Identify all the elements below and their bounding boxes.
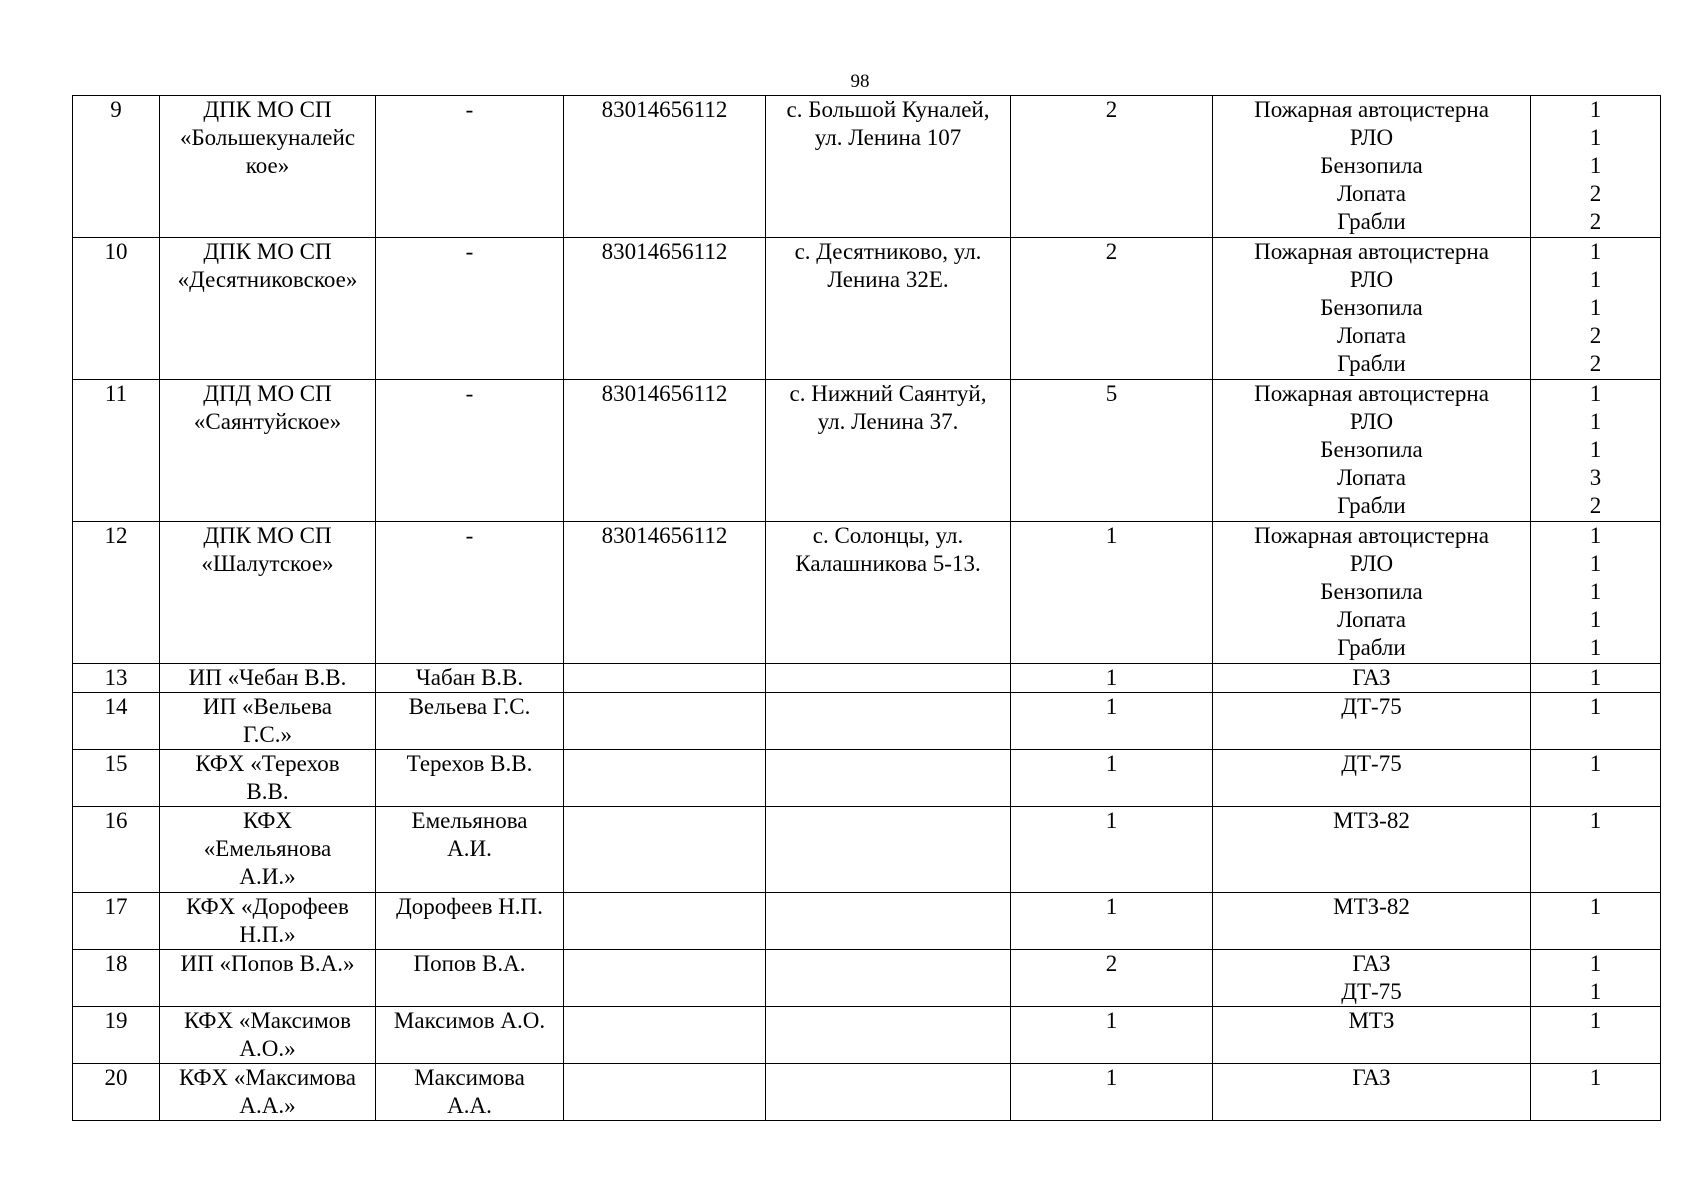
quantity-cell xyxy=(1531,893,1661,950)
quantity-line: 1 xyxy=(1589,979,1602,1004)
equipment-line: Грабли xyxy=(1337,635,1406,660)
address-cell xyxy=(766,96,1011,238)
row-number-text: 17 xyxy=(104,894,128,919)
organization-cell xyxy=(160,96,376,238)
equipment-cell xyxy=(1213,522,1531,664)
quantity-line: 1 xyxy=(1589,607,1602,632)
people-count-cell xyxy=(1011,893,1213,950)
row-number-cell xyxy=(73,238,160,380)
quantity-cell xyxy=(1531,950,1661,1007)
equipment-line: Лопата xyxy=(1337,181,1406,206)
organization-line: кое» xyxy=(245,153,290,178)
table-row xyxy=(73,750,1661,807)
address-cell xyxy=(766,380,1011,522)
quantity-line: 1 xyxy=(1589,409,1602,434)
address-line: ул. Ленина 107 xyxy=(814,125,962,150)
organization-line: ДПК МО СП xyxy=(203,239,332,264)
organization-line: ИП «Попов В.А.» xyxy=(180,951,355,976)
organization-cell xyxy=(160,1064,376,1121)
organization-cell xyxy=(160,238,376,380)
phone-cell xyxy=(564,893,766,950)
equipment-line: Лопата xyxy=(1337,465,1406,490)
equipment-cell xyxy=(1213,1064,1531,1121)
organization-line: Н.П.» xyxy=(239,922,296,947)
equipment-line: Пожарная автоцистерна xyxy=(1254,239,1489,264)
quantity-line: 1 xyxy=(1589,894,1602,919)
quantity-cell xyxy=(1531,807,1661,893)
head-name-line: Вельева Г.С. xyxy=(408,694,531,719)
row-number-text: 12 xyxy=(104,523,128,548)
people-count-cell xyxy=(1011,238,1213,380)
phone-line: 83014656112 xyxy=(601,239,728,264)
phone-cell xyxy=(564,1007,766,1064)
equipment-line: ДТ-75 xyxy=(1341,979,1402,1004)
phone-cell xyxy=(564,96,766,238)
people-count-cell xyxy=(1011,96,1213,238)
phone-cell xyxy=(564,950,766,1007)
head-name-cell xyxy=(376,807,564,893)
people-count-cell xyxy=(1011,693,1213,750)
phone-cell xyxy=(564,807,766,893)
equipment-line: МТЗ-82 xyxy=(1333,894,1410,919)
quantity-line: 2 xyxy=(1589,493,1602,518)
people-count-text: 1 xyxy=(1105,694,1118,719)
quantity-line: 1 xyxy=(1589,1008,1602,1033)
head-name-line: Чабан В.В. xyxy=(415,665,524,690)
quantity-line: 1 xyxy=(1589,523,1602,548)
address-cell xyxy=(766,522,1011,664)
organization-line: «Саянтуйское» xyxy=(193,409,342,434)
phone-line: 83014656112 xyxy=(601,97,728,122)
row-number-text: 20 xyxy=(104,1065,128,1090)
equipment-cell xyxy=(1213,664,1531,693)
quantity-line: 1 xyxy=(1589,1065,1602,1090)
quantity-cell xyxy=(1531,380,1661,522)
quantity-cell xyxy=(1531,96,1661,238)
phone-cell xyxy=(564,1064,766,1121)
organization-cell xyxy=(160,807,376,893)
phone-line: 83014656112 xyxy=(601,523,728,548)
row-number-cell xyxy=(73,380,160,522)
people-count-text: 5 xyxy=(1105,381,1118,406)
people-count-text: 2 xyxy=(1105,951,1118,976)
equipment-line: Пожарная автоцистерна xyxy=(1254,381,1489,406)
organization-line: ИП «Чебан В.В. xyxy=(188,665,347,690)
equipment-line: ГАЗ xyxy=(1352,1065,1391,1090)
quantity-line: 1 xyxy=(1589,694,1602,719)
head-name-cell xyxy=(376,893,564,950)
address-cell xyxy=(766,1007,1011,1064)
table-row xyxy=(73,96,1661,238)
page-number: 98 xyxy=(850,71,870,92)
organization-line: Г.С.» xyxy=(242,722,293,747)
quantity-line: 1 xyxy=(1589,635,1602,660)
organization-line: «Десятниковское» xyxy=(177,267,358,292)
quantity-line: 2 xyxy=(1589,323,1602,348)
head-name-line: Попов В.А. xyxy=(413,951,526,976)
organization-line: КФХ «Максимова xyxy=(179,1065,356,1090)
head-name-line: Максимов А.О. xyxy=(393,1008,546,1033)
address-line: ул. Ленина 37. xyxy=(817,409,959,434)
people-count-text: 1 xyxy=(1105,808,1118,833)
phone-cell xyxy=(564,522,766,664)
equipment-line: Грабли xyxy=(1337,493,1406,518)
quantity-cell xyxy=(1531,750,1661,807)
head-name-line: - xyxy=(465,239,474,264)
organization-cell xyxy=(160,893,376,950)
address-cell xyxy=(766,238,1011,380)
row-number-text: 16 xyxy=(104,808,128,833)
head-name-cell xyxy=(376,238,564,380)
organization-line: В.В. xyxy=(246,779,289,804)
table-row xyxy=(73,1064,1661,1121)
address-cell xyxy=(766,1064,1011,1121)
people-count-cell xyxy=(1011,1007,1213,1064)
equipment-line: РЛО xyxy=(1349,409,1394,434)
organization-line: «Шалутское» xyxy=(201,551,334,576)
organization-cell xyxy=(160,950,376,1007)
row-number-cell xyxy=(73,893,160,950)
people-count-cell xyxy=(1011,664,1213,693)
row-number-cell xyxy=(73,750,160,807)
people-count-cell xyxy=(1011,522,1213,664)
equipment-line: Лопата xyxy=(1337,323,1406,348)
equipment-line: Пожарная автоцистерна xyxy=(1254,97,1489,122)
table-row xyxy=(73,950,1661,1007)
address-line: с. Нижний Саянтуй, xyxy=(789,381,987,406)
organization-line: А.И.» xyxy=(239,864,296,889)
organization-cell xyxy=(160,522,376,664)
organization-line: «Большекуналейс xyxy=(179,125,356,150)
equipment-line: ГАЗ xyxy=(1352,665,1391,690)
address-cell xyxy=(766,807,1011,893)
equipment-line: РЛО xyxy=(1349,551,1394,576)
quantity-line: 1 xyxy=(1589,551,1602,576)
equipment-line: Грабли xyxy=(1337,209,1406,234)
head-name-line: Терехов В.В. xyxy=(406,751,533,776)
head-name-cell xyxy=(376,750,564,807)
equipment-cell xyxy=(1213,380,1531,522)
head-name-line: Максимова xyxy=(414,1065,525,1090)
organization-line: А.А.» xyxy=(239,1093,296,1118)
row-number-text: 10 xyxy=(104,239,128,264)
phone-line: 83014656112 xyxy=(601,381,728,406)
row-number-text: 14 xyxy=(104,694,128,719)
equipment-line: МТЗ-82 xyxy=(1333,808,1410,833)
quantity-cell xyxy=(1531,1007,1661,1064)
head-name-line: - xyxy=(465,97,474,122)
row-number-text: 15 xyxy=(104,751,128,776)
quantity-line: 1 xyxy=(1589,267,1602,292)
equipment-cell xyxy=(1213,238,1531,380)
row-number-text: 19 xyxy=(104,1008,128,1033)
address-line: Калашникова 5-13. xyxy=(795,551,981,576)
quantity-cell xyxy=(1531,522,1661,664)
table-row xyxy=(73,238,1661,380)
people-count-cell xyxy=(1011,750,1213,807)
address-cell xyxy=(766,693,1011,750)
people-count-text: 1 xyxy=(1105,1008,1118,1033)
organization-line: ДПД МО СП xyxy=(203,381,332,406)
quantity-line: 2 xyxy=(1589,351,1602,376)
head-name-cell xyxy=(376,1007,564,1064)
organization-cell xyxy=(160,693,376,750)
head-name-cell xyxy=(376,380,564,522)
quantity-line: 1 xyxy=(1589,808,1602,833)
head-name-cell xyxy=(376,693,564,750)
quantity-line: 1 xyxy=(1589,951,1602,976)
equipment-line: Бензопила xyxy=(1320,153,1423,178)
equipment-line: Бензопила xyxy=(1320,437,1423,462)
equipment-line: Грабли xyxy=(1337,351,1406,376)
organization-line: «Емельянова xyxy=(203,836,332,861)
row-number-text: 18 xyxy=(104,951,128,976)
quantity-cell xyxy=(1531,238,1661,380)
equipment-cell xyxy=(1213,950,1531,1007)
phone-cell xyxy=(564,664,766,693)
row-number-cell xyxy=(73,807,160,893)
head-name-cell xyxy=(376,664,564,693)
row-number-text: 13 xyxy=(104,665,128,690)
quantity-line: 1 xyxy=(1589,125,1602,150)
table-row xyxy=(73,380,1661,522)
address-cell xyxy=(766,664,1011,693)
organization-line: ИП «Вельева xyxy=(203,694,332,719)
address-cell xyxy=(766,950,1011,1007)
equipment-cell xyxy=(1213,893,1531,950)
head-name-line: Емельянова xyxy=(411,808,528,833)
quantity-line: 1 xyxy=(1589,437,1602,462)
address-cell xyxy=(766,750,1011,807)
quantity-line: 1 xyxy=(1589,295,1602,320)
head-name-line: - xyxy=(465,381,474,406)
table-row xyxy=(73,1007,1661,1064)
organization-line: КФХ «Дорофеев xyxy=(186,894,349,919)
quantity-cell xyxy=(1531,693,1661,750)
head-name-line: Дорофеев Н.П. xyxy=(396,894,543,919)
phone-cell xyxy=(564,693,766,750)
address-line: с. Большой Куналей, xyxy=(786,97,990,122)
head-name-cell xyxy=(376,522,564,664)
equipment-line: Пожарная автоцистерна xyxy=(1254,523,1489,548)
row-number-text: 11 xyxy=(104,381,128,406)
row-number-cell xyxy=(73,1064,160,1121)
head-name-cell xyxy=(376,950,564,1007)
head-name-cell xyxy=(376,1064,564,1121)
people-count-text: 2 xyxy=(1105,239,1118,264)
row-number-cell xyxy=(73,522,160,664)
equipment-cell xyxy=(1213,807,1531,893)
head-name-line: А.И. xyxy=(447,836,492,861)
people-count-cell xyxy=(1011,950,1213,1007)
quantity-line: 1 xyxy=(1589,153,1602,178)
equipment-cell xyxy=(1213,1007,1531,1064)
organization-cell xyxy=(160,750,376,807)
equipment-line: Бензопила xyxy=(1320,295,1423,320)
people-count-cell xyxy=(1011,807,1213,893)
organization-line: ДПК МО СП xyxy=(203,523,332,548)
row-number-cell xyxy=(73,96,160,238)
phone-cell xyxy=(564,238,766,380)
equipment-line: ДТ-75 xyxy=(1341,751,1402,776)
quantity-cell xyxy=(1531,664,1661,693)
quantity-line: 1 xyxy=(1589,751,1602,776)
address-line: с. Солонцы, ул. xyxy=(812,523,964,548)
equipment-line: РЛО xyxy=(1349,125,1394,150)
quantity-line: 1 xyxy=(1589,665,1602,690)
quantity-line: 1 xyxy=(1589,381,1602,406)
head-name-line: - xyxy=(465,523,474,548)
phone-cell xyxy=(564,380,766,522)
table-row xyxy=(73,693,1661,750)
address-line: с. Десятниково, ул. xyxy=(794,239,982,264)
equipment-cell xyxy=(1213,750,1531,807)
phone-cell xyxy=(564,750,766,807)
quantity-line: 1 xyxy=(1589,239,1602,264)
equipment-cell xyxy=(1213,96,1531,238)
table-body xyxy=(73,96,1661,1121)
organization-line: А.О.» xyxy=(239,1036,296,1061)
equipment-table xyxy=(72,95,1661,1121)
equipment-line: Бензопила xyxy=(1320,579,1423,604)
people-count-text: 1 xyxy=(1105,523,1118,548)
head-name-line: А.А. xyxy=(447,1093,492,1118)
people-count-text: 1 xyxy=(1105,1065,1118,1090)
organization-line: КФХ «Терехов xyxy=(195,751,340,776)
row-number-cell xyxy=(73,664,160,693)
table-row xyxy=(73,807,1661,893)
head-name-cell xyxy=(376,96,564,238)
address-line: Ленина 32Е. xyxy=(827,267,949,292)
table-row xyxy=(73,893,1661,950)
address-cell xyxy=(766,893,1011,950)
organization-cell xyxy=(160,1007,376,1064)
quantity-line: 3 xyxy=(1589,465,1602,490)
organization-line: ДПК МО СП xyxy=(203,97,332,122)
quantity-cell xyxy=(1531,1064,1661,1121)
row-number-cell xyxy=(73,1007,160,1064)
table-row xyxy=(73,522,1661,664)
organization-cell xyxy=(160,664,376,693)
people-count-text: 1 xyxy=(1105,665,1118,690)
row-number-cell xyxy=(73,693,160,750)
table-row xyxy=(73,664,1661,693)
row-number-cell xyxy=(73,950,160,1007)
organization-line: КФХ xyxy=(242,808,293,833)
people-count-text: 2 xyxy=(1105,97,1118,122)
quantity-line: 1 xyxy=(1589,97,1602,122)
people-count-text: 1 xyxy=(1105,894,1118,919)
equipment-line: РЛО xyxy=(1349,267,1394,292)
people-count-cell xyxy=(1011,380,1213,522)
equipment-line: ДТ-75 xyxy=(1341,694,1402,719)
quantity-line: 2 xyxy=(1589,209,1602,234)
equipment-line: МТЗ xyxy=(1348,1008,1395,1033)
organization-cell xyxy=(160,380,376,522)
organization-line: КФХ «Максимов xyxy=(183,1008,352,1033)
people-count-cell xyxy=(1011,1064,1213,1121)
equipment-line: Лопата xyxy=(1337,607,1406,632)
quantity-line: 2 xyxy=(1589,181,1602,206)
row-number-text: 9 xyxy=(110,97,122,122)
equipment-cell xyxy=(1213,693,1531,750)
equipment-line: ГАЗ xyxy=(1352,951,1391,976)
quantity-line: 1 xyxy=(1589,579,1602,604)
people-count-text: 1 xyxy=(1105,751,1118,776)
